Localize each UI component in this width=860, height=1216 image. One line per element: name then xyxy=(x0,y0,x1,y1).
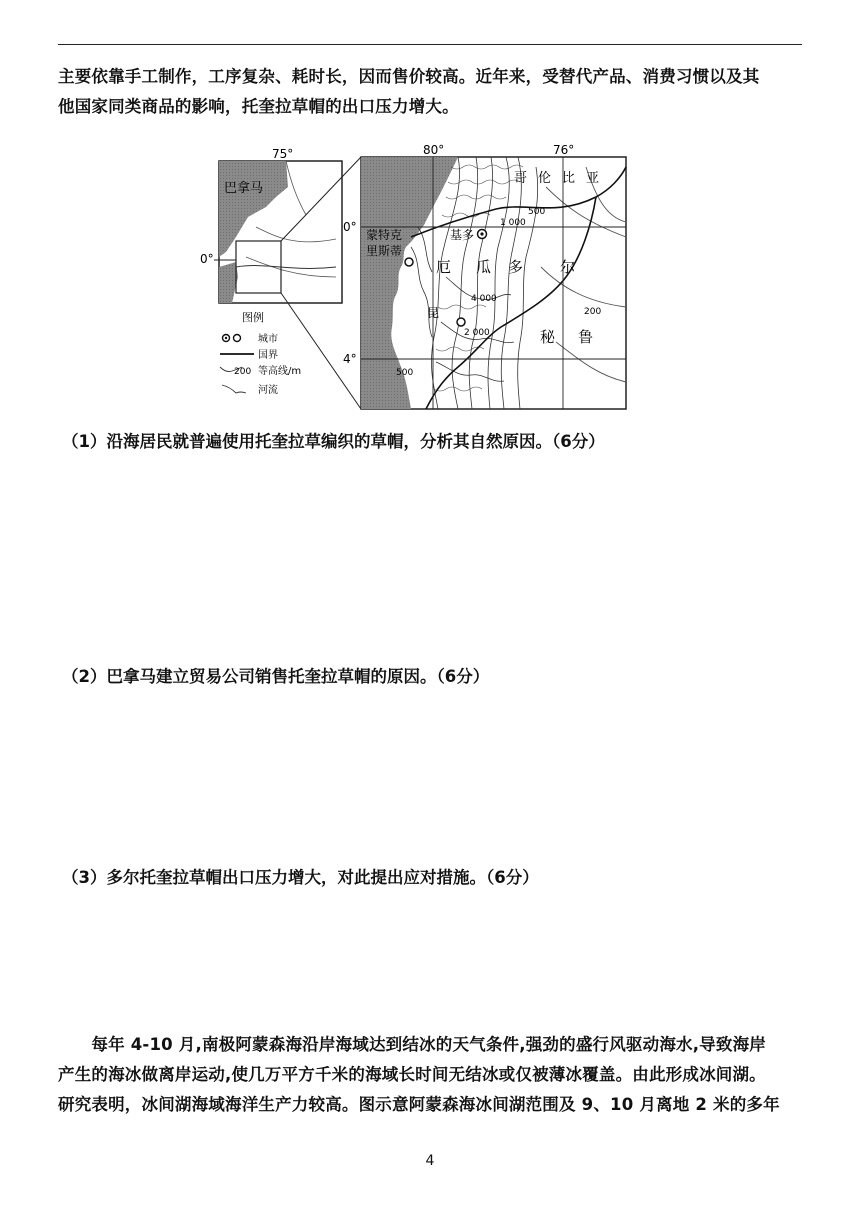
legend-border-label: 国界 xyxy=(258,350,278,361)
legend-contour-value: 200 xyxy=(234,367,252,377)
svg-text:昆: 昆 xyxy=(427,306,440,320)
map-svg xyxy=(196,127,650,415)
legend-contour-label: 等高线/m xyxy=(258,366,302,377)
ecuador-char-4: 尔 xyxy=(560,258,576,276)
legend-city-label: 城市 xyxy=(258,334,278,345)
main-map xyxy=(361,157,626,409)
page-number: 4 xyxy=(425,1153,435,1169)
ecuador-map-figure xyxy=(196,127,650,415)
contour-value-1: 500 xyxy=(528,207,546,217)
closing-line-1: 每年 4-10 月,南极阿蒙森海沿岸海域达到结冰的天气条件,强劲的盛行风驱动海水,导致海岸 xyxy=(58,1035,766,1054)
connector-bottom xyxy=(281,293,361,409)
colombia-char-1: 哥 xyxy=(514,171,528,186)
lat-label-0: 0° xyxy=(343,220,357,234)
inset-lon-label: 75° xyxy=(272,147,294,161)
legend-river-label: 河流 xyxy=(258,385,278,396)
intro-paragraph xyxy=(58,62,802,122)
peru-char-1: 秘 xyxy=(540,328,556,346)
lon-label-76: 76° xyxy=(553,143,575,157)
inset-map xyxy=(219,161,342,303)
legend-title: 图例 xyxy=(242,311,264,324)
lon-label-80: 80° xyxy=(423,143,445,157)
contour-value-5: 200 xyxy=(584,307,602,317)
contour-value-4: 2 000 xyxy=(464,328,490,338)
inset-country-label: 巴拿马 xyxy=(224,181,264,196)
intro-line-1: 主要依靠手工制作，工序复杂、耗时长，因而售价较高。近年来，受替代产品、消费习惯以及其 xyxy=(58,67,760,86)
map-legend xyxy=(220,310,301,396)
ecuador-char-3: 多 xyxy=(508,258,524,276)
lat-label-4: 4° xyxy=(343,352,357,366)
closing-line-3: 研究表明，冰间湖海域海洋生产力较高。图示意阿蒙森海冰间湖范围及 9、10 月离地 2 米的多年 xyxy=(58,1095,780,1114)
contour-value-2: 1 000 xyxy=(500,218,526,228)
ecuador-char-1: 厄 xyxy=(436,258,452,276)
svg-text:基多: 基多 xyxy=(450,228,475,242)
colombia-char-3: 比 xyxy=(562,171,576,186)
contour-value-6: 500 xyxy=(396,368,414,378)
closing-line-2: 产生的海冰做离岸运动,使几万平方千米的海域长时间无结冰或仅被薄冰覆盖。由此形成冰间湖。 xyxy=(58,1065,766,1084)
ecuador-char-2: 瓜 xyxy=(476,258,492,276)
colombia-char-2: 伦 xyxy=(538,171,552,186)
closing-paragraph xyxy=(58,1030,802,1120)
legend-river-symbol xyxy=(222,385,246,393)
legend-city-symbol xyxy=(234,335,241,342)
question-1: （1）沿海居民就普遍使用托奎拉草编织的草帽，分析其自然原因。（6分） xyxy=(62,432,605,451)
colombia-char-4: 亚 xyxy=(586,171,600,186)
svg-text:里斯蒂: 里斯蒂 xyxy=(366,244,403,258)
inset-lat-label: 0° xyxy=(200,252,214,266)
question-2: （2）巴拿马建立贸易公司销售托奎拉草帽的原因。（6分） xyxy=(62,667,490,686)
svg-text:蒙特克: 蒙特克 xyxy=(366,228,403,242)
contour-value-3: 4 000 xyxy=(471,294,497,304)
peru-char-2: 鲁 xyxy=(578,328,594,346)
intro-line-2: 他国家同类商品的影响，托奎拉草帽的出口压力增大。 xyxy=(58,97,459,116)
header-rule xyxy=(58,44,802,45)
question-3: （3）多尔托奎拉草帽出口压力增大，对此提出应对措施。（6分） xyxy=(62,868,539,887)
